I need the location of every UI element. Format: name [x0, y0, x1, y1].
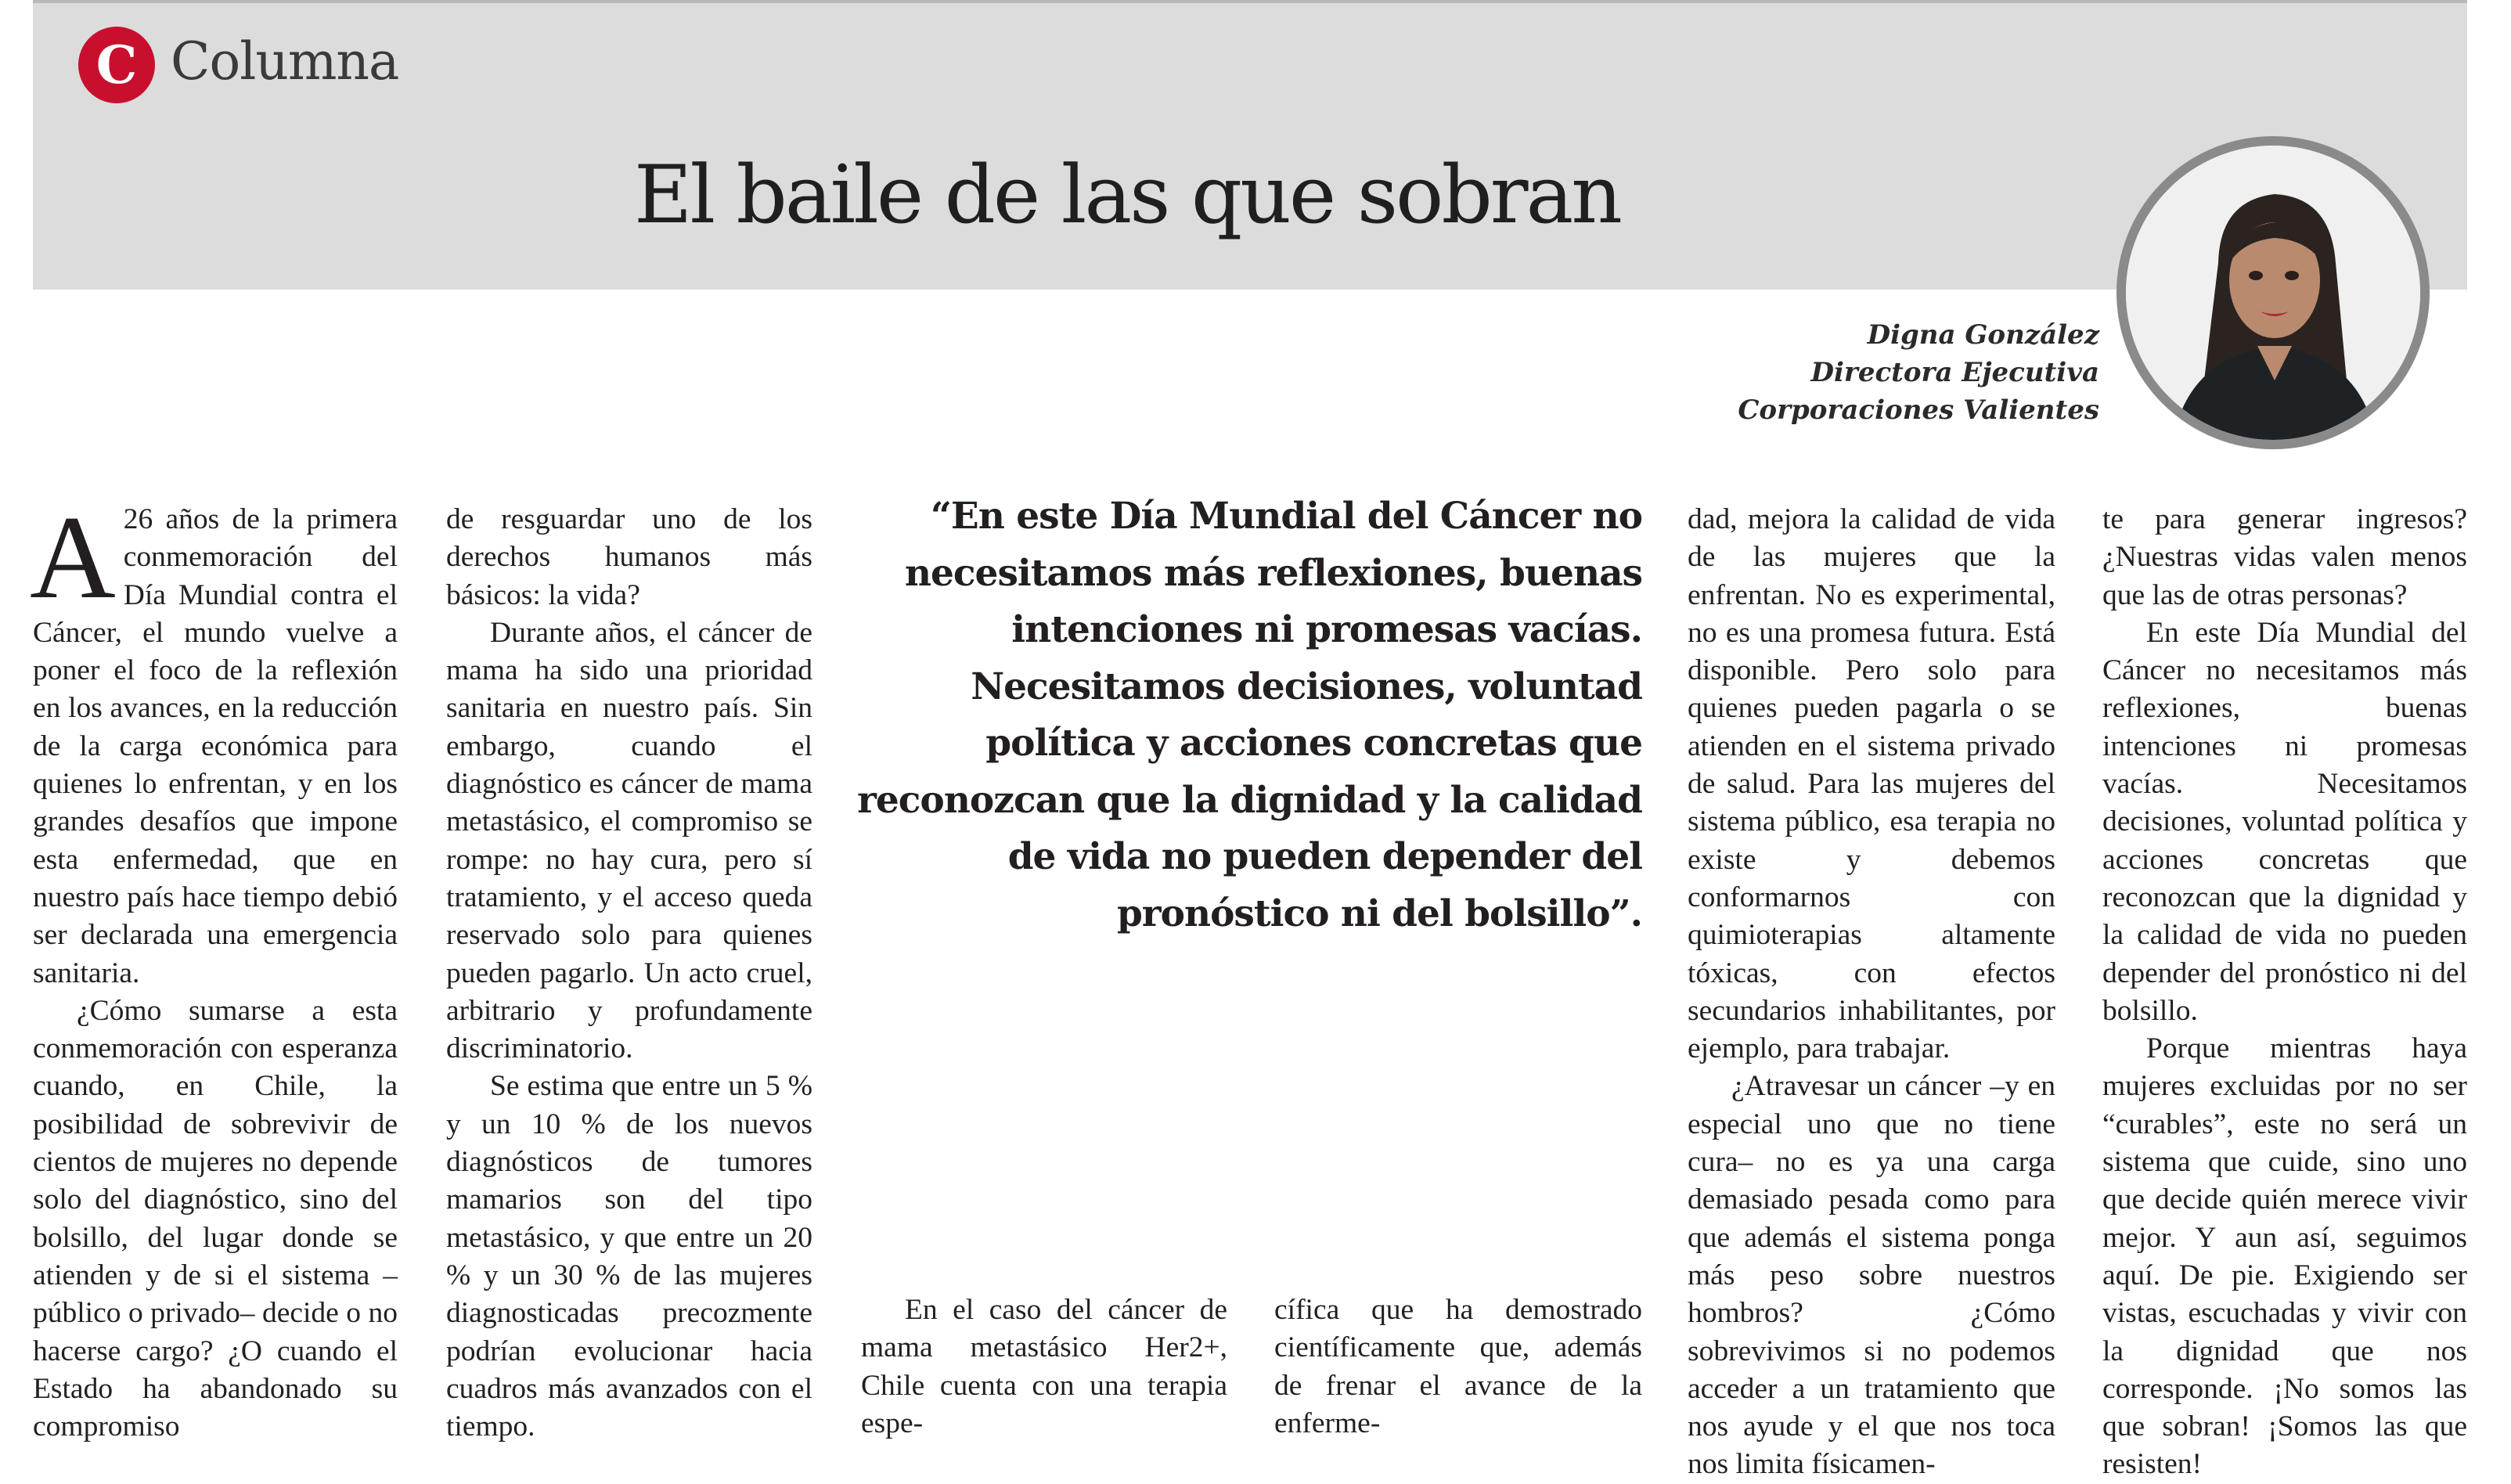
paragraph: En el caso del cáncer de mama metastásico Her2+, Chile cuenta con una terapia espe- [861, 1294, 1227, 1439]
drop-cap: A [30, 492, 116, 623]
article-column-3 [861, 1291, 1227, 1443]
section-label: Columna [171, 31, 399, 92]
headline: El baile de las que sobran [634, 149, 1621, 242]
paragraph: Durante años, el cáncer de mama ha sido una prioridad sanitaria en nuestro país. Sin embargo, cuando el diagnóstico es cáncer de mama metastásico, el compromiso se rompe: no hay cura, pero sí tratamiento, y el acceso queda reservado solo para quienes pueden pagarlo. Un acto cruel, arbitrario y profundamente discriminatorio. [446, 616, 812, 1065]
paragraph: ¿Atravesar un cáncer –y en especial uno que no tiene cura– no es ya una carga demasiado pesada como para que además el sistema ponga más peso sobre nuestros hombros? ¿Cómo sobrevivimos si no podemos acceder a un tratamiento que nos ayude y el que nos toca nos limita físicamen- [1688, 1070, 2055, 1481]
article-column-6 [2102, 501, 2467, 1484]
paragraph: En este Día Mundial del Cáncer no necesitamos más reflexiones, buenas intenciones ni promesas vacías. Necesitamos decisiones, voluntad política y acciones concretas que reconozcan que la dignidad y la calidad de vida no pueden depender del pronóstico ni del bolsillo. [2102, 616, 2467, 1027]
paragraph: ¿Cómo sumarse a esta conmemoración con esperanza cuando, en Chile, la posibilidad de sobrevivir de cientos de mujeres no depende solo del diagnóstico, sino del bolsillo, del lugar donde se atienden y de si el sistema –público o privado– decide o no hacerse cargo? ¿O cuando el Estado ha abandonado su compromiso [33, 994, 398, 1443]
pull-quote: “En este Día Mundial del Cáncer no necesitamos más reflexiones, buenas intenciones ni promesas vacías. Necesitamos decisiones, voluntad política y acciones concretas que reconozcan que la dignidad y la calidad de vida no pueden depender del pronóstico ni del bolsillo”. [857, 495, 1642, 935]
author-portrait-icon [2126, 146, 2420, 440]
byline [1738, 316, 2099, 429]
top-rule [33, 0, 2467, 3]
paragraph: cífica que ha demostrado científicamente que, además de frenar el avance de la enferme- [1274, 1294, 1642, 1439]
paragraph: te para generar ingresos? ¿Nuestras vidas valen menos que las de otras personas? [2102, 503, 2467, 611]
author-role: Directora Ejecutiva [1810, 357, 2099, 388]
paragraph [30, 492, 398, 992]
section-badge-icon [78, 27, 155, 103]
paragraph: dad, mejora la calidad de vida de las mujeres que la enfrentan. No es experimental, no es una promesa futura. Está disponible. Pero solo para quienes pueden pagarla o se atienden en el sistema privado de salud. Para las mujeres del sistema público, esa terapia no existe y debemos conformarnos con quimioterapias altamente tóxicas, con efectos secundarios inhabilitantes, por ejemplo, para trabajar. [1688, 503, 2055, 1065]
author-photo [2117, 136, 2430, 449]
paragraph: de resguardar uno de los derechos humanos más básicos: la vida? [446, 503, 812, 611]
article-column-1 [30, 492, 398, 1446]
paragraph: Se estima que entre un 5 % y un 10 % de los nuevos diagnósticos de tumores mamarios son del tipo metastásico, y que entre un 20 % y un 30 % de las mujeres diagnosticadas precozmente podrían evolucionar hacia cuadros más avanzados con el tiempo. [446, 1070, 812, 1443]
article-column-2 [446, 501, 812, 1446]
section-initial: C [95, 34, 138, 95]
paragraph: Porque mientras haya mujeres excluidas por no ser “curables”, este no será un sistema que cuide, sino uno que decide quién merece vivir mejor. Y aun así, seguimos aquí. De pie. Exigiendo ser vistas, escuchadas y vivir con la dignidad que nos corresponde. ¡No somos las que sobran! ¡Somos las que resisten! [2102, 1032, 2467, 1481]
article-column-4 [1274, 1291, 1642, 1443]
author-name: Digna González [1867, 319, 2099, 351]
paragraph-text: 26 años de la primera conmemoración del Día Mundial contra el Cáncer, el mundo vuelve a poner el foco de la reflexión en los avances, en la reducción de la carga económica para quienes lo enfrentan, y en los grandes desafíos que impone esta enfermedad, que en nuestro país hace tiempo debió ser declarada una emergencia sanitaria. [33, 503, 398, 989]
article-column-5 [1688, 501, 2055, 1484]
author-organization: Corporaciones Valientes [1738, 394, 2099, 426]
